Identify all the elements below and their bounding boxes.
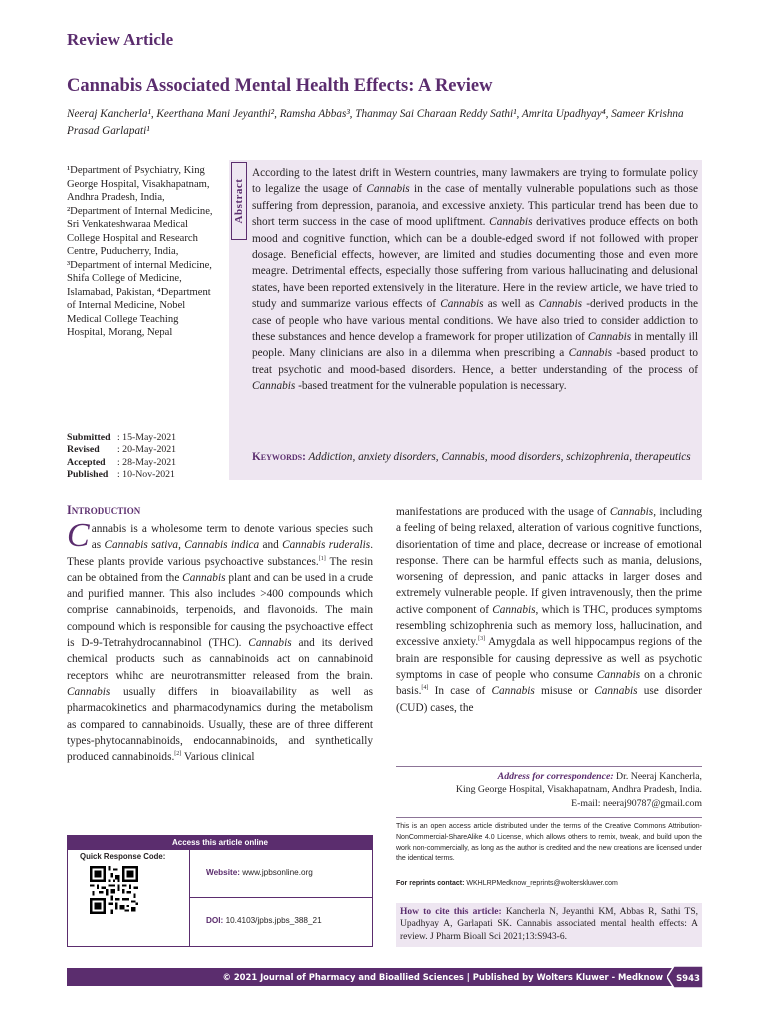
correspondence-label: Address for correspondence:	[497, 771, 614, 782]
date-label: Accepted	[67, 456, 106, 468]
date-value: : 15-May-2021	[117, 432, 177, 443]
date-label: Submitted	[67, 432, 111, 443]
website-label: Website:	[206, 868, 240, 877]
footer-copyright: © 2021 Journal of Pharmacy and Bioallied Sciences | Published by Wolters Kluwer - Medknow	[222, 972, 663, 982]
reprints-email[interactable]: WKHLRPMedknow_reprints@wolterskluwer.com	[466, 880, 618, 887]
doi-link[interactable]: 10.4103/jpbs.jpbs_388_21	[225, 916, 322, 925]
introduction-heading: Introduction	[67, 503, 141, 517]
website-line	[206, 868, 313, 877]
access-online-box	[67, 835, 373, 947]
keywords-label: Keywords:	[252, 451, 306, 463]
cite-text: Kancherla N, Jeyanthi KM, Abbas R, Sathi TS, Upadhyay A, Garlapati SK. Cannabis associated mental health effects: A review. J Pharm Bioall Sci 2021;13:S943-6.	[400, 907, 699, 942]
access-box-header: Access this article online	[68, 836, 372, 850]
reprints-contact	[396, 880, 702, 887]
date-row-accepted	[67, 457, 217, 469]
abstract-label: Abstract	[233, 178, 245, 224]
correspondence-name: Dr. Neeraj Kancherla,	[616, 771, 702, 782]
date-label: Revised	[67, 444, 100, 456]
doi-section	[190, 898, 372, 946]
dates-block	[67, 432, 217, 482]
page-number: S943	[676, 974, 700, 984]
abstract-text: According to the latest drift in Western countries, many lawmakers are trying to formulate policy to legalize the usage of Cannabis in the case of mentally vulnerable populations such as those suffering from depression, paranoia, and excessive anxiety. This particular trend has been due to short term success in the case of mood upliftment. Cannabis derivatives produce effects on both mood and cognitive function, which can be a double-edged sword if not followed with proper dosage. Beneficial effects, however, are limited and studies documenting those and even more meagre. Detrimental effects, especially those suffering from various hallucinating and delusional states, have been reported extensively in the literature. Here in the review article, we have tried to study and summarize various effects of Cannabis as well as Cannabis -derived products in the case of people who have various mental conditions. We have also tried to consider addiction to these substances and hence develop a framework for proper utilization of Cannabis in mentally ill people. Many clinicians are also in a dilemma when prescribing a Cannabis -based product to treat psychotic and mood-based disorders. Hence, a better understanding of the process of Cannabis -based treatment for the vulnerable population is necessary.	[252, 167, 698, 393]
qr-code-icon[interactable]	[90, 866, 138, 914]
column-1-text: annabis is a wholesome term to denote various species such as Cannabis sativa, Cannabis indica and Cannabis ruderalis. These plants provide various psychoactive substances.[1] The resin can be obtained from the Cannabis plant and can be used in a crude and purified manner. This also includes >400 compounds which comprise cannabinoids, terpenoids, and flavonoids. The main compound which is responsible for causing the psychoactive effect is D-9-Tetrahydrocannabinol (THC). Cannabis and its derived chemical products such as cannabinoids act on cannabinoid receptors whihc are neurotransmitter released from the brain. Cannabis usually differs in bioavailability as well as pharmacokinetics and pharmacodynamics during the metabolism as compared to cannabinoids. Usually, these are of three different types-phytocannabinoids, endocannabinoids, and synthetically produced cannabinoids.[2] Various clinical	[67, 523, 374, 764]
correspondence-address: King George Hospital, Visakhapatnam, Andhra Pradesh, India.	[455, 784, 702, 796]
website-link[interactable]: www.jpbsonline.org	[242, 868, 313, 877]
correspondence-email[interactable]: E-mail: neeraj90787@gmail.com	[571, 797, 702, 809]
affiliations: ¹Department of Psychiatry, King George Hospital, Visakhapatnam, Andhra Pradesh, India, ²Department of Internal Medicine, Sri Venkateshwaraa Medical College Hospital and Research Centre, Puducherry, India, ³Department of internal Medicine, Shifa College of Medicine, Islamabad, Pakistan, ⁴Department of Internal Medicine, Nobel Medical College Teaching Hospital, Morang, Nepal	[67, 165, 213, 338]
abstract-tab	[231, 162, 247, 240]
date-label: Published	[67, 469, 109, 481]
how-to-cite	[396, 903, 702, 947]
date-value: : 28-May-2021	[117, 456, 177, 468]
license-text: This is an open access article distributed under the terms of the Creative Commons Attribution-NonCommercial-ShareAlike 4.0 License, which allows others to remix, tweak, and build upon the work non-commercially, as long as the author is credited and the new creations are licensed under the identical terms.	[396, 817, 702, 865]
introduction-column-2: manifestations are produced with the usage of Cannabis, including a feeling of being relaxed, alteration of various cognitive functions, disorientation of time and place, decrease or increase of emotional response. There can be harmful effects such as mania, delusions, worsening of depression, and panic attacks in larger doses and extremely vulnerable people. If given intravenously, then the prime active component of Cannabis, which is THC, produces symptoms resembling schizophrenia such as memory loss, hallucination, and excessive anxiety.[3] Amygdala as well hippocampus regions of the brain are responsible for causing depressive as well as psychotic symptoms in case of people who consume Cannabis on a chronic basis.[4] In case of Cannabis misuse or Cannabis use disorder (CUD) cases, the	[396, 506, 703, 714]
date-value: : 10-Nov-2021	[117, 469, 175, 481]
date-row-revised	[67, 444, 217, 456]
qr-label: Quick Response Code:	[80, 852, 166, 861]
correspondence-block	[396, 766, 702, 810]
doi-label: DOI:	[206, 916, 224, 925]
introduction-column-1	[67, 517, 374, 765]
drop-cap: C	[67, 517, 90, 554]
article-type-label: Review Article	[67, 30, 174, 49]
article-title: Cannabis Associated Mental Health Effects: A Review	[67, 76, 493, 96]
date-row-published	[67, 469, 217, 481]
qr-section	[68, 850, 190, 946]
website-section	[190, 850, 372, 898]
reprints-label: For reprints contact:	[396, 880, 465, 887]
cite-label: How to cite this article:	[400, 907, 502, 917]
author-list: Neeraj Kancherla¹, Keerthana Mani Jeyanthi², Ramsha Abbas³, Thanmay Sai Charaan Reddy Sathi¹, Amrita Upadhyay⁴, Sameer Krishna Prasad Garlapati¹	[67, 108, 684, 137]
keywords-list: Addiction, anxiety disorders, Cannabis, mood disorders, schizophrenia, therapeutics	[308, 451, 691, 463]
doi-line	[206, 916, 322, 925]
keywords	[252, 450, 698, 465]
date-value: : 20-May-2021	[117, 444, 177, 456]
page-number-badge	[667, 966, 703, 988]
date-row-submitted	[67, 432, 217, 444]
